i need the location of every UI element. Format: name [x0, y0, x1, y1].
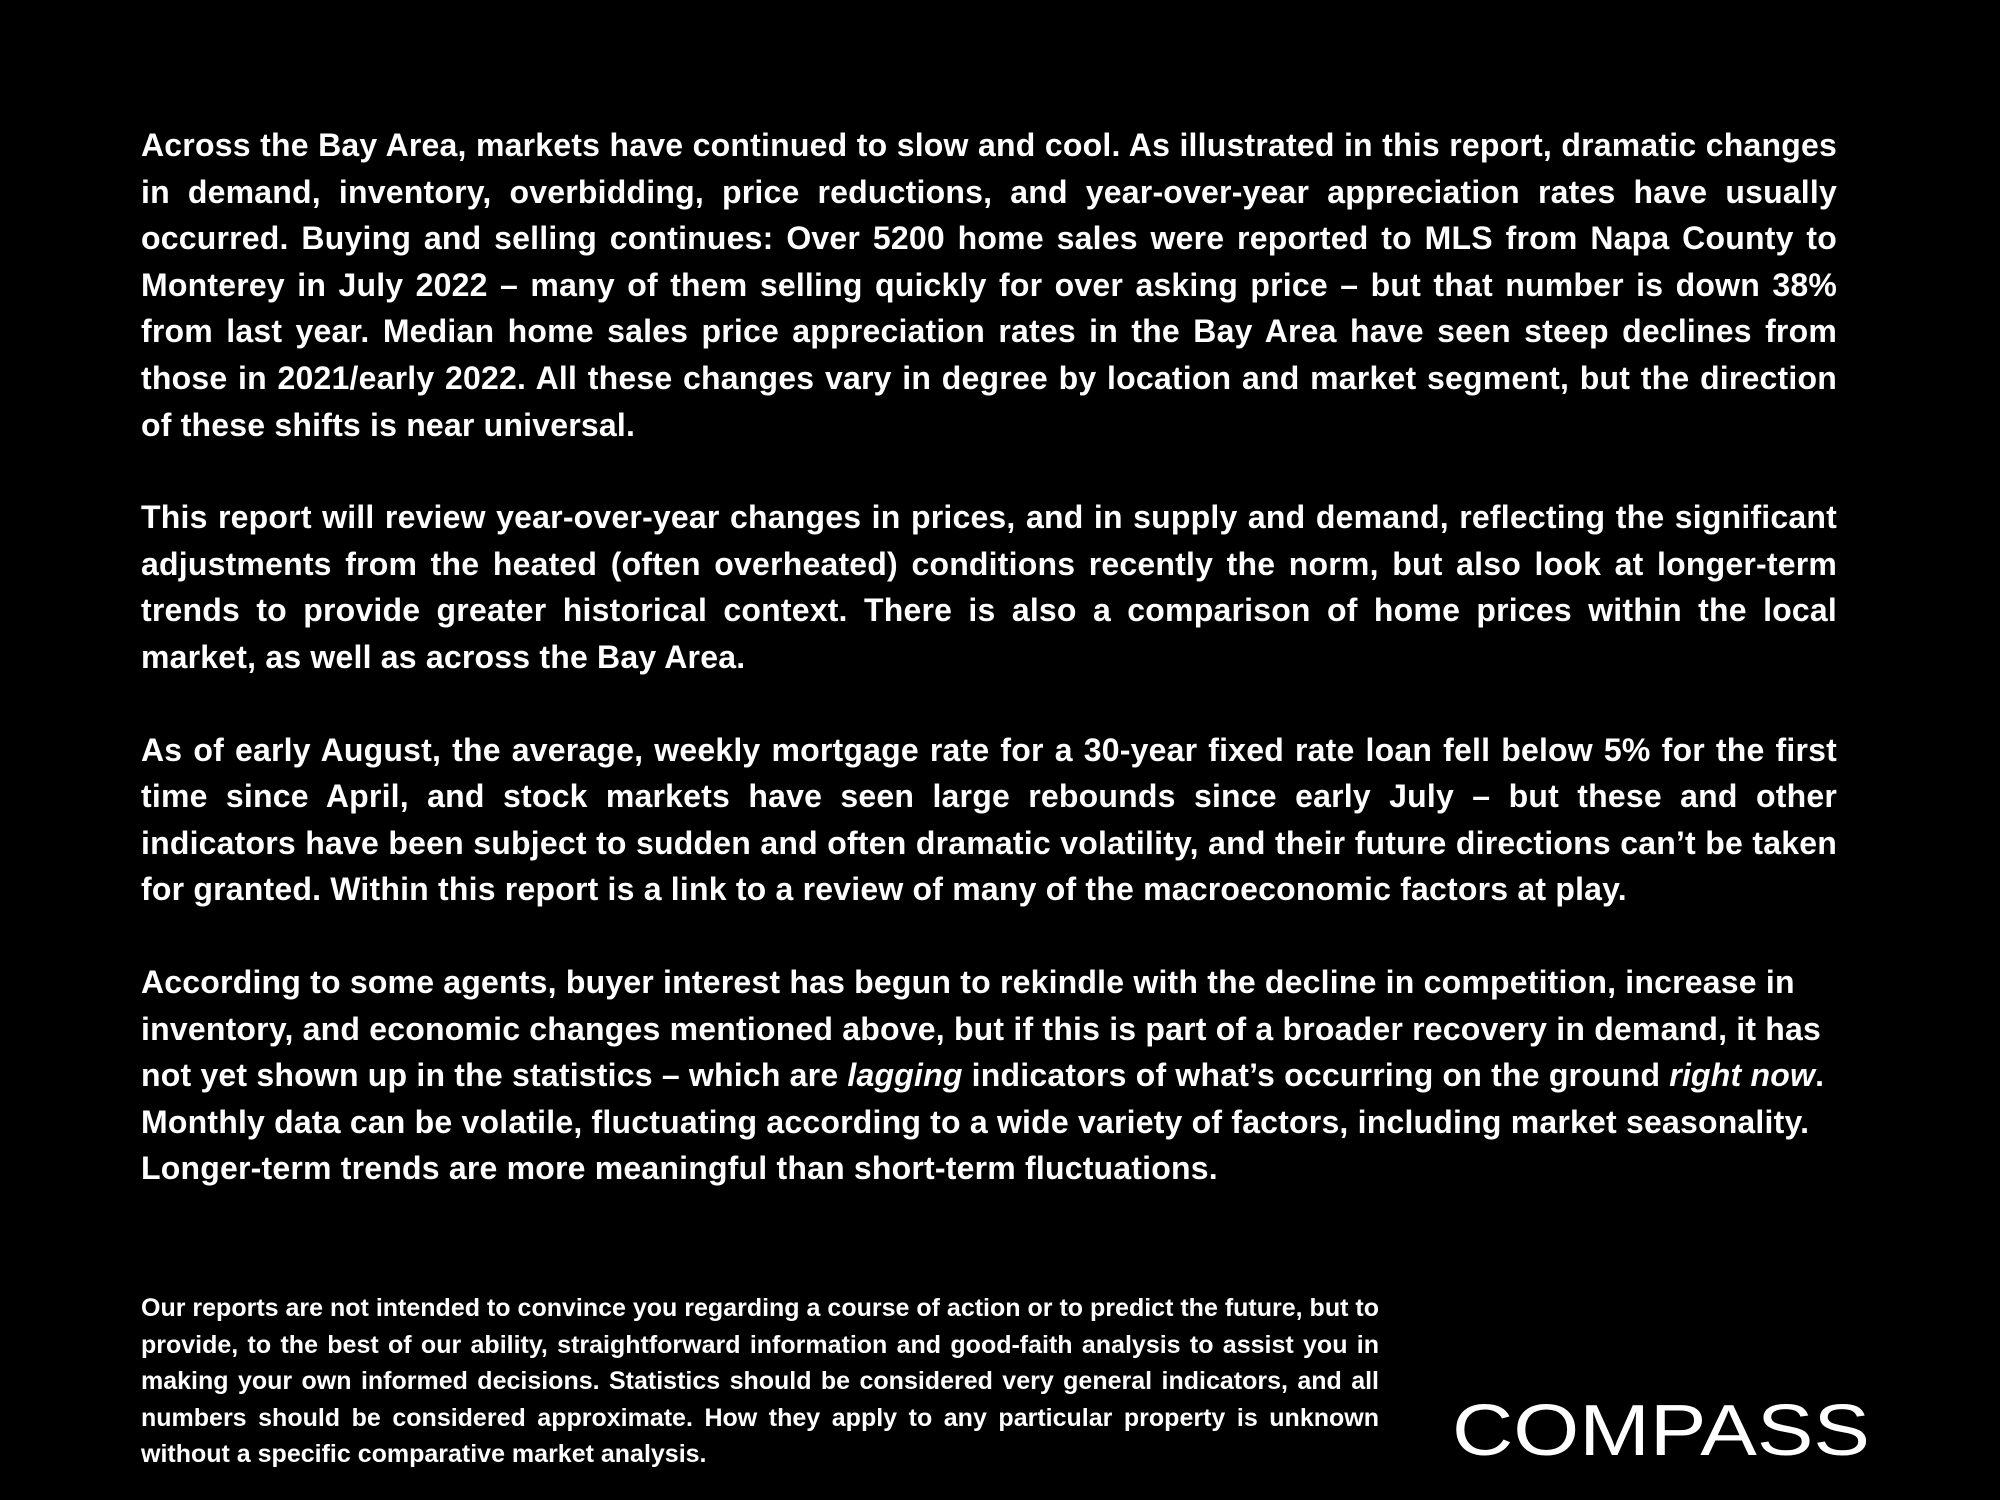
buyer-interest-text-1: According to some agents, buyer interest has begun to rekindle with the decline in competition, increase in inventory, and economic changes mentioned above, but if this is part of a broader recovery in demand, it has not yet shown up in the statistics – which are — [141, 963, 1822, 1094]
report-body — [141, 122, 1837, 1238]
lagging-emphasis: lagging — [847, 1057, 963, 1094]
compass-logo — [1452, 1399, 1872, 1465]
right-now-emphasis: right now — [1669, 1057, 1816, 1094]
buyer-interest-text-3: . Monthly data can be volatile, fluctuating according to a wide variety of factors, including market seasonality. Longer-term trends are more meaningful than short-term fluctuations. — [141, 1057, 1825, 1187]
buyer-interest-paragraph — [141, 959, 1837, 1192]
compass-logo-icon — [1452, 1399, 1872, 1465]
compass-wordmark: COMPASS — [1452, 1399, 1870, 1465]
buyer-interest-text-2: indicators of what’s occurring on the ground — [962, 1057, 1670, 1094]
intro-paragraph: Across the Bay Area, markets have continued to slow and cool. As illustrated in this report, dramatic changes in demand, inventory, overbidding, price reductions, and year-over-year appreciation rates have usually occurred. Buying and selling continues: Over 5200 home sales were reported to MLS from Napa County to Monterey in July 2022 – many of them selling quickly for over asking price – but that number is down 38% from last year. Median home sales price appreciation rates in the Bay Area have seen steep declines from those in 2021/early 2022. All these changes vary in degree by location and market segment, but the direction of these shifts is near universal. — [141, 127, 1837, 443]
disclaimer-text: Our reports are not intended to convince you regarding a course of action or to predict the future, but to provide, to the best of our ability, straightforward information and good-faith analysis to assist you in making your own informed decisions. Statistics should be considered very general indicators, and all numbers should be considered approximate. How they apply to any particular property is unknown without a specific comparative market analysis. — [141, 1294, 1379, 1469]
macroeconomic-paragraph: As of early August, the average, weekly mortgage rate for a 30-year fixed rate loan fell below 5% for the first time since April, and stock markets have seen large rebounds since early July – but these and other indicators have been subject to sudden and often dramatic volatility, and their future directions can’t be taken for granted. Within this report is a link to a review of many of the macroeconomic factors at play. — [141, 731, 1837, 908]
report-scope-paragraph: This report will review year-over-year changes in prices, and in supply and demand, reflecting the significant adjustments from the heated (often overheated) conditions recently the norm, but also look at longer-term trends to provide greater historical context. There is also a comparison of home prices within the local market, as well as across the Bay Area. — [141, 499, 1837, 675]
